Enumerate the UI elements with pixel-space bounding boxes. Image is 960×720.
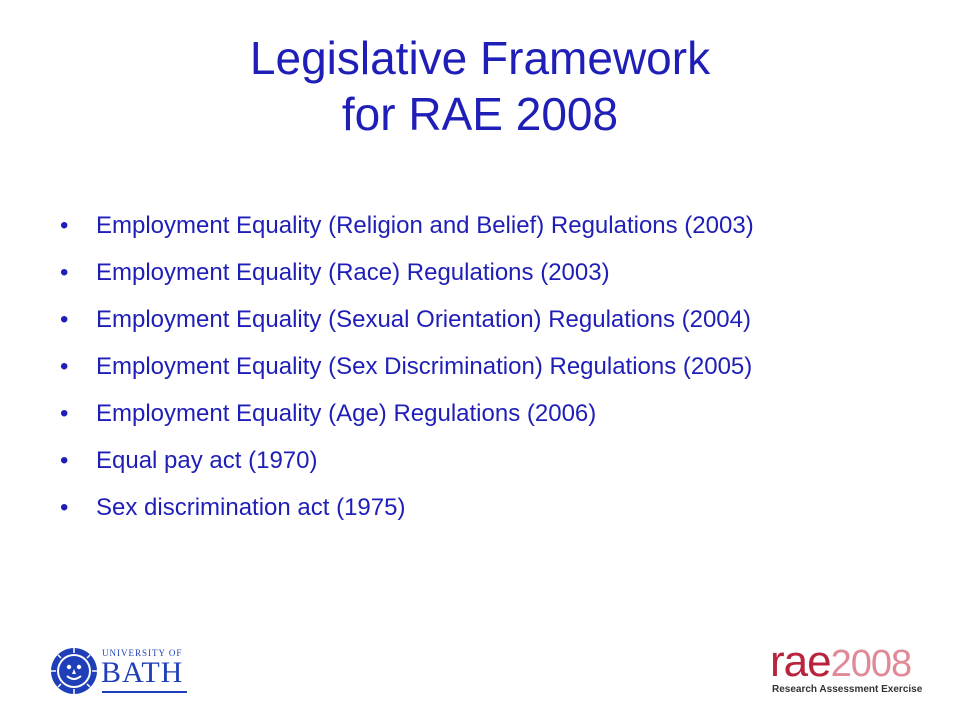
list-item <box>60 443 900 478</box>
slide-title <box>0 30 960 142</box>
list-item-text: Sex discrimination act (1975) <box>96 494 406 521</box>
bath-logo-divider <box>102 691 187 693</box>
list-item <box>60 349 900 384</box>
list-item-text: Employment Equality (Sex Discrimination) Regulations (2005) <box>96 353 753 380</box>
bullet-icon: • <box>60 400 69 427</box>
list-item <box>60 302 900 337</box>
bullet-icon: • <box>60 306 69 333</box>
list-item <box>60 396 900 431</box>
bullet-icon: • <box>60 447 69 474</box>
list-item-text: Employment Equality (Sexual Orientation) Regulations (2004) <box>96 306 751 333</box>
university-of-bath-logo <box>50 645 195 697</box>
list-item <box>60 208 900 243</box>
bullet-icon: • <box>60 494 69 521</box>
rae2008-logo <box>770 637 930 700</box>
rae-logo-year: 2008 <box>830 643 912 685</box>
list-item <box>60 255 900 290</box>
slide-title-line-1: Legislative Framework <box>249 32 711 84</box>
bullet-icon: • <box>60 212 69 239</box>
rae-logo-word: rae <box>770 637 831 686</box>
rae-logo-subtitle: Research Assessment Exercise <box>772 684 923 695</box>
list-item-text: Employment Equality (Age) Regulations (2006) <box>96 400 597 427</box>
bath-crest-icon <box>50 645 98 697</box>
list-item-text: Employment Equality (Race) Regulations (2003) <box>96 259 610 286</box>
bath-logo-small-text: UNIVERSITY OF <box>102 648 183 658</box>
slide-title-line-2: for RAE 2008 <box>341 88 619 140</box>
list-item-text: Equal pay act (1970) <box>96 447 318 474</box>
list-item-text: Employment Equality (Religion and Belief) Regulations (2003) <box>96 212 754 239</box>
bullet-icon: • <box>60 353 69 380</box>
bath-logo-name: BATH <box>101 656 184 689</box>
bullet-icon: • <box>60 259 69 286</box>
bullet-list <box>60 208 900 537</box>
rae-logo-wordmark <box>770 637 912 686</box>
list-item <box>60 490 900 525</box>
